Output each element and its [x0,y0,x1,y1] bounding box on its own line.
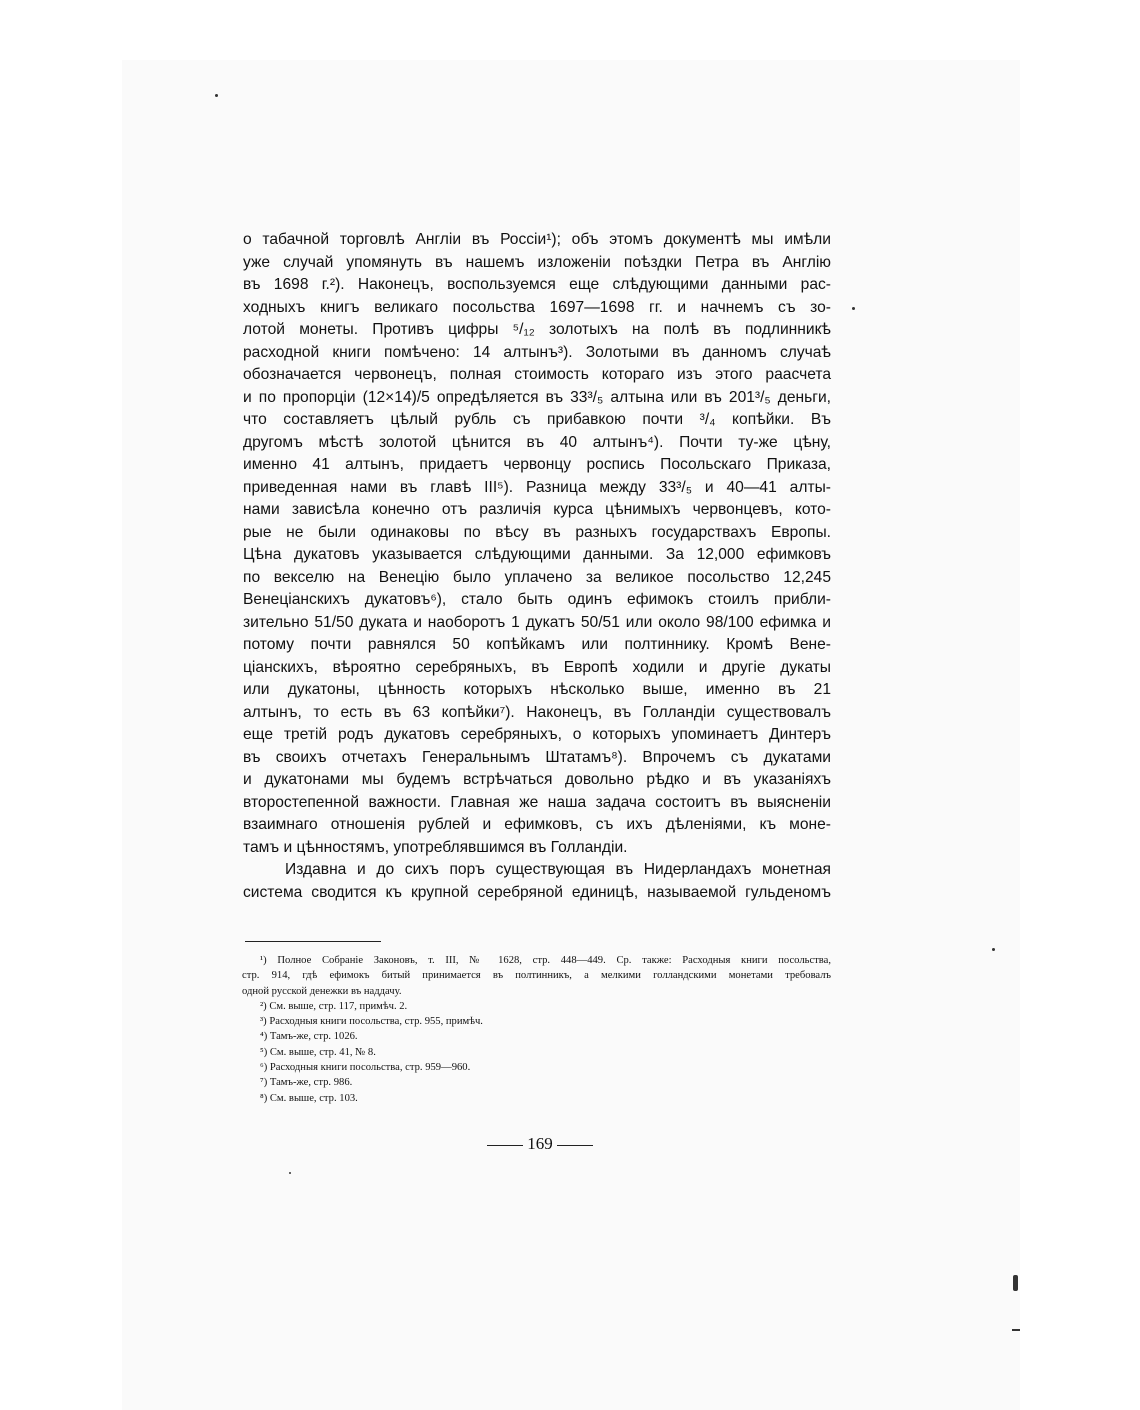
text-line: Венеціанскихъ дукатовъ⁶), стало быть одинъ ефимокъ стоилъ прибли- [243,591,831,608]
footnote-line: стр. 914, гдѣ ефимокъ битый принимается въ полтинникъ, а мелкими голландскими монетами требовалъ [242,970,831,982]
scan-speck [215,94,218,97]
text-line: алтынъ, то есть въ 63 копѣйки⁷). Наконецъ, въ Голландіи существовалъ [243,703,831,721]
scan-speck [1013,1275,1018,1291]
footnote-rule [245,941,381,942]
footnote-line: ⁷) Тамъ-же, стр. 986. [260,1077,353,1089]
text-line: приведенная нами въ главѣ III⁵). Разница между 33³/₅ и 40—41 алты- [243,478,831,496]
text-line: нами зависѣла конечно отъ различія курса цѣнимыхъ червонцевъ, кото- [243,501,831,518]
footnote-line: ¹) Полное Собраніе Законовъ, т. III, № 1628, стр. 448—449. Ср. также: Расходныя книги посольства, [260,955,831,966]
text-line: зительно 51/50 дуката и наоборотъ 1 дукатъ 50/51 или около 98/100 ефимка и [243,613,831,631]
footnote-line: ⁴) Тамъ-же, стр. 1026. [260,1031,358,1043]
text-line: о табачной торговлѣ Англіи въ Россіи¹); объ этомъ документѣ мы имѣли [243,231,831,248]
footnote-line: ⁸) См. выше, стр. 103. [260,1092,358,1104]
text-line: именно 41 алтынъ, придаетъ червонцу роспись Посольскаго Приказа, [243,456,831,473]
text-line: уже случай упомянуть въ нашемъ изложеніи поѣздки Петра въ Англію [243,253,831,271]
text-line: въ своихъ отчетахъ Генеральнымъ Штатамъ⁸). Впрочемъ съ дукатами [243,748,831,766]
text-line: Издавна и до сихъ поръ существующая въ Нидерландахъ монетная [285,861,831,878]
footnote-line: ⁶) Расходныя книги посольства, стр. 959—960. [260,1062,471,1074]
text-line: Цѣна дукатовъ указывается слѣдующими данными. За 12,000 ефимковъ [243,546,831,563]
text-line: взаимнаго отношенія рублей и ефимковъ, съ ихъ дѣленіями, къ моне- [243,816,831,833]
scan-speck [852,307,855,310]
text-line: что составляетъ цѣлый рубль съ прибавкою почти ³/₄ копѣйки. Въ [243,411,831,428]
page-number [480,1133,600,1155]
footnote-line: ⁵) См. выше, стр. 41, № 8. [260,1046,376,1058]
text-line: второстепенной важности. Главная же наша задача состоитъ въ выясненіи [243,793,831,811]
text-line: по векселю на Венецію было уплачено за великое посольство 12,245 [243,568,831,586]
footnote-line: ²) См. выше, стр. 117, примѣч. 2. [260,1000,408,1012]
footnote-line: одной русской денежки въ наддачу. [242,985,402,997]
scan-speck [1012,1329,1020,1331]
text-line: потому почти равнялся 50 копѣйкамъ или полтиннику. Кромѣ Вене- [243,636,831,653]
footnote-line: ³) Расходныя книги посольства, стр. 955, примѣч. [260,1016,483,1028]
text-line: обозначается червонецъ, полная стоимость котораго изъ этого раасчета [243,366,831,383]
footnotes [242,953,831,1106]
scan-speck [992,948,995,951]
page-number-dash-left [487,1145,523,1146]
text-line: тамъ и цѣнностямъ, употреблявшимся въ Голландіи. [243,838,628,856]
text-line: и по пропорціи (12×14)/5 опредѣляется въ 33³/₅ алтына или въ 201³/₅ деньги, [243,388,831,406]
text-line: еще третій родъ дукатовъ серебряныхъ, о которыхъ упоминаетъ Динтеръ [243,726,831,743]
main-text [243,229,831,904]
text-line: рые не были одинаковы по вѣсу въ разныхъ государствахъ Европы. [243,523,831,541]
text-line: ходныхъ книгъ великаго посольства 1697—1698 гг. и начнемъ съ зо- [243,298,831,316]
text-line: расходной книги помѣчено: 14 алтынъ³). Золотыми въ данномъ случаѣ [243,343,831,361]
text-line: лотой монеты. Противъ цифры ⁵/₁₂ золотыхъ на полѣ въ подлинникѣ [243,321,831,338]
text-line: въ 1698 г.²). Наконецъ, воспользуемся еще слѣдующими данными рас- [243,276,831,293]
text-line: ціанскихъ, вѣроятно серебряныхъ, въ Европѣ ходили и другіе дукаты [243,658,831,676]
scan-speck [289,1172,291,1174]
text-line: система сводится къ крупной серебряной единицѣ, называемой гульденомъ [243,883,831,901]
text-line: другомъ мѣстѣ золотой цѣнится въ 40 алтынъ⁴). Почти ту-же цѣну, [243,433,831,451]
page-number-text: 169 [527,1134,553,1153]
text-line: и дукатонами мы будемъ встрѣчаться довольно рѣдко и въ указаніяхъ [243,771,831,788]
text-line: или дукатоны, цѣнность которыхъ нѣсколько выше, именно въ 21 [243,681,831,698]
page-number-dash-right [557,1145,593,1146]
